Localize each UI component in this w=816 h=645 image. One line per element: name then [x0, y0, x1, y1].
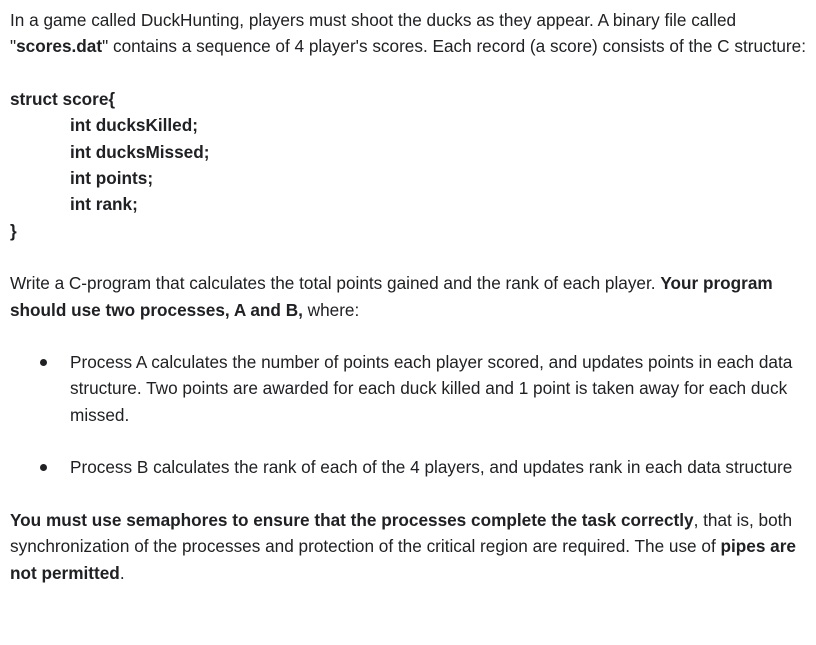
intro-filename: scores.dat: [16, 36, 103, 57]
footer-bold-1: You must use semaphores to ensure that the processes complete the task correctly: [10, 509, 694, 530]
process-b-text: Process B calculates the rank of each of the 4 players, and updates rank in each data structure: [70, 457, 793, 478]
struct-open: struct score{: [10, 88, 116, 109]
footer-bold-2: pipes are not permitted: [10, 536, 796, 583]
task-text-2: where:: [302, 299, 360, 320]
struct-member-points: int points;: [70, 168, 154, 189]
bullet-icon: [40, 464, 47, 471]
process-a-text: Process A calculates the number of points each player scored, and updates points in each data structure. Two points are awarded for each duck killed and 1 point is taken away for each duck missed.: [70, 352, 793, 425]
struct-definition: [10, 86, 816, 244]
footer-text-1: , that is, both synchronization of the processes and protection of the critical region are required. The use of: [10, 509, 793, 557]
footer-text-2: .: [119, 562, 125, 583]
intro-text-2: " contains a sequence of 4 player's scores. Each record (a score) consists of the C structure:: [102, 36, 806, 57]
list-item-process-a: [10, 349, 816, 428]
task-bold: Your program should use two processes, A and B,: [10, 273, 773, 320]
struct-close: }: [10, 220, 17, 241]
list-item-process-b: [10, 454, 816, 480]
struct-member-rank: int rank;: [70, 194, 138, 215]
task-paragraph: [10, 270, 816, 323]
process-list: [10, 349, 816, 481]
struct-member-ducks-killed: int ducksKilled;: [70, 115, 198, 136]
intro-text-1: In a game called DuckHunting, players must shoot the ducks as they appear. A binary file called ": [10, 10, 737, 57]
task-text-1: Write a C-program that calculates the total points gained and the rank of each player.: [10, 273, 661, 294]
footer-paragraph: [10, 507, 816, 586]
intro-paragraph: [10, 7, 816, 60]
bullet-icon: [40, 359, 47, 366]
struct-member-ducks-missed: int ducksMissed;: [70, 141, 210, 162]
